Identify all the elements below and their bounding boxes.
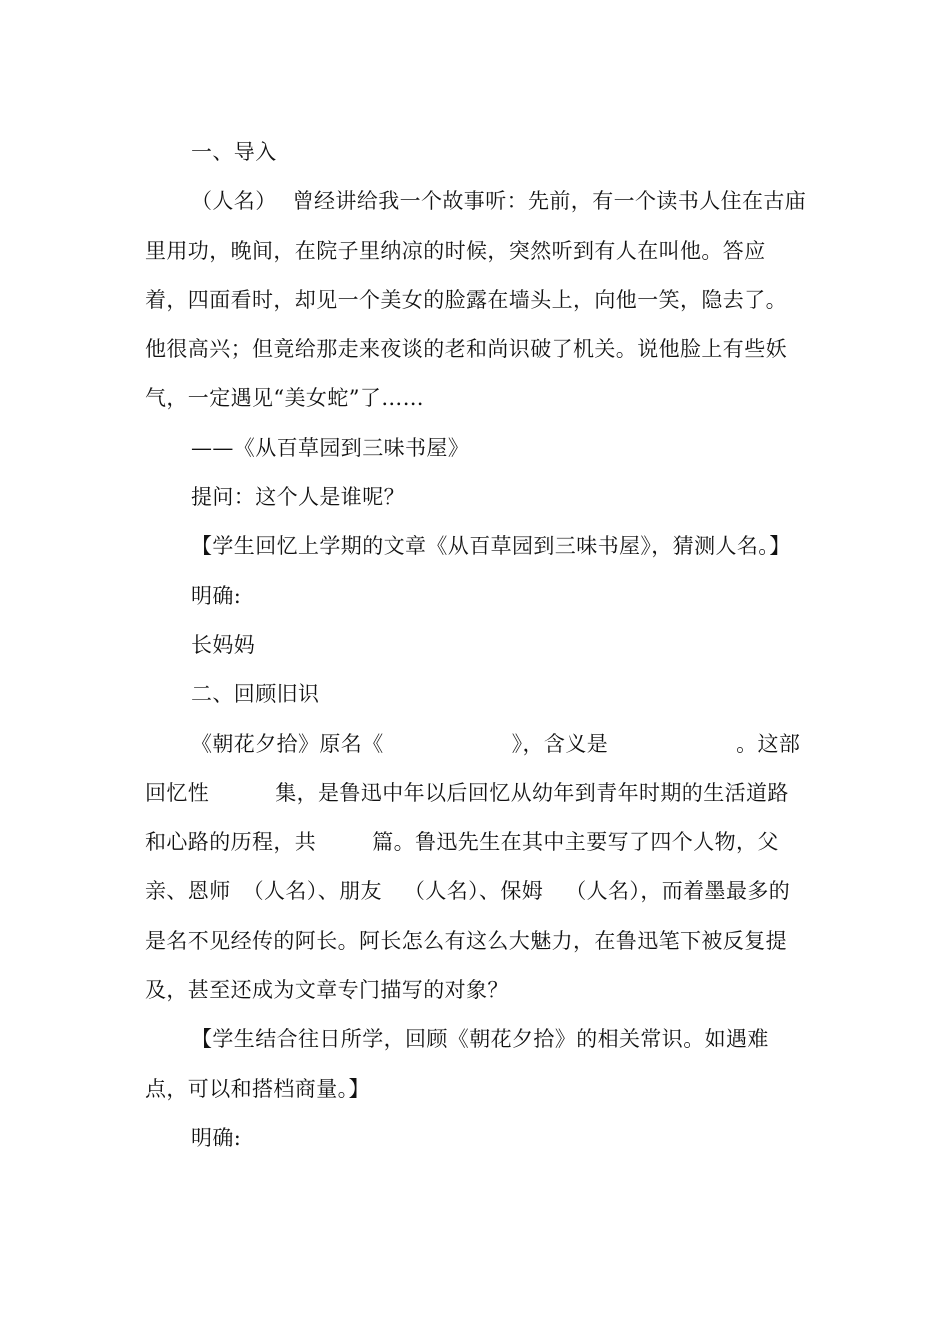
quote-source: ——《从百草园到三味书屋》	[191, 435, 470, 460]
name-placeholder: （人名）	[191, 189, 277, 214]
intro-paragraph	[145, 177, 807, 423]
review-text-7: 、保姆	[479, 879, 544, 904]
review-text-2: 》，含义是	[511, 731, 609, 756]
section-heading-review: 二、回顾旧识	[191, 682, 320, 707]
review-text-6: 、朋友	[317, 879, 382, 904]
name-placeholder: （人名）	[403, 879, 480, 904]
name-placeholder: （人名）	[242, 879, 318, 904]
review-text-8: ，而着墨最多的是名不见经传的阿长。阿长怎么有这么大魅力，在鲁迅笔下被反复提及，甚至还成为文章专门描写的对象？	[145, 879, 791, 1003]
answer-line: 长妈妈	[191, 632, 256, 657]
section-heading-intro: 一、导入	[191, 140, 277, 164]
student-task: 【学生结合往日所学，回顾《朝花夕拾》的相关常识。如遇难点，可以和搭档商量。】	[145, 1027, 769, 1101]
clarify-label: 明确:	[191, 1125, 242, 1150]
name-placeholder: （人名）	[565, 879, 641, 904]
review-text-3: 。这部回忆性	[145, 731, 801, 805]
student-task: 【学生回忆上学期的文章《从百草园到三味书屋》，猜测人名。】	[191, 534, 791, 559]
review-paragraph	[145, 720, 807, 1016]
review-text-4: 集，是鲁迅中年以后回忆从幼年到青年时期的生活道路和心路的历程，共	[145, 780, 789, 855]
review-text-1: 《朝花夕拾》原名《	[191, 731, 384, 756]
clarify-label: 明确:	[191, 583, 242, 608]
document-body	[145, 128, 807, 1163]
review-text-5: 篇。鲁迅先生在其中主要写了四个人物，父亲、恩师	[145, 830, 779, 904]
question-line: 提问：这个人是谁呢？	[191, 485, 405, 510]
intro-text: 曾经讲给我一个故事听：先前，有一个读书人住在古庙里用功，晚间，在院子里纳凉的时候，突然听到有人在叫他。答应着，四面看时，却见一个美女的脸露在墙头上，向他一笑，隐去了。他很高兴；但竟给那走来夜谈的老和尚识破了机关。说他脸上有些妖气，一定遇见“美女蛇”了……	[145, 189, 807, 411]
